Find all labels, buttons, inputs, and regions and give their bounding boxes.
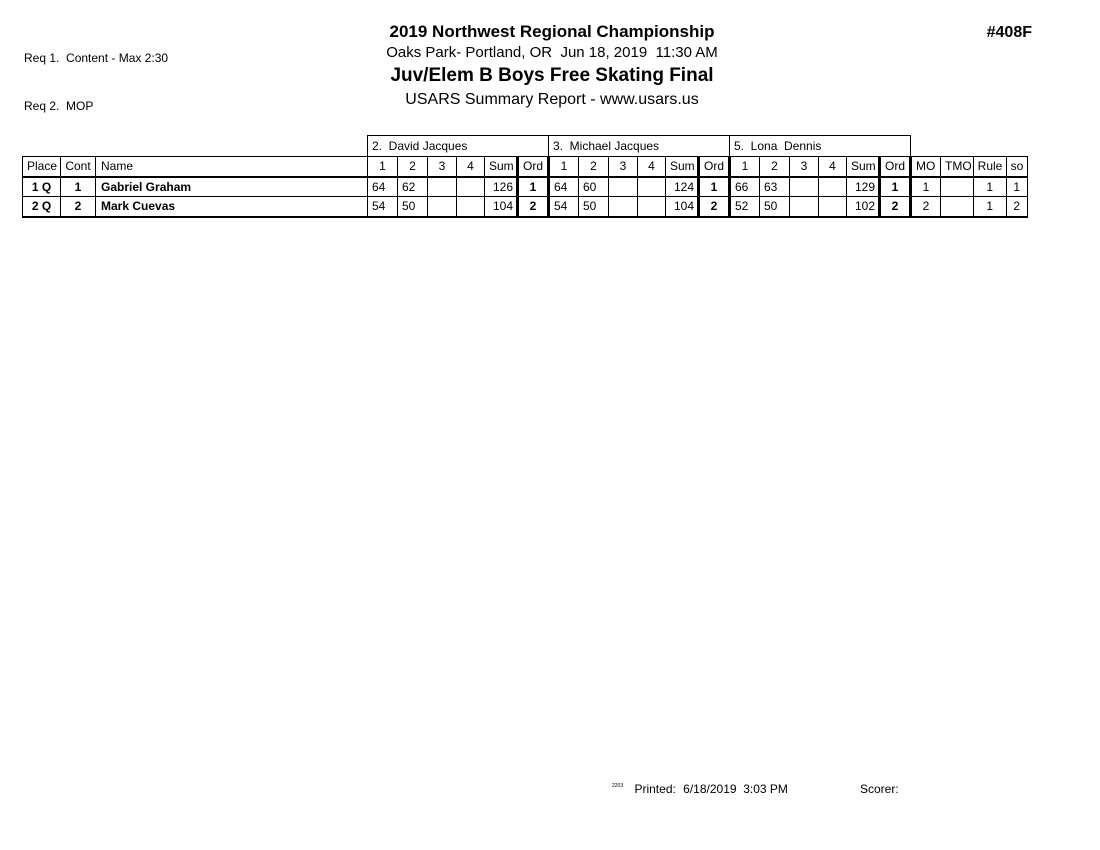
j3-ordinal-cell: 2 <box>880 197 911 217</box>
header-j1-score1: 1 <box>368 157 398 177</box>
header-j1-score4: 4 <box>457 157 485 177</box>
j1-score3-cell <box>428 177 457 197</box>
venue-date-line: Oaks Park- Portland, OR Jun 18, 2019 11:30 AM <box>386 43 718 61</box>
j1-score3-cell <box>428 197 457 217</box>
j3-score3-cell <box>790 177 819 197</box>
result-row-2 <box>23 197 1028 217</box>
tmo-cell <box>941 197 974 217</box>
header-j1-ord: Ord <box>518 157 549 177</box>
so-cell: 2 <box>1006 197 1027 217</box>
results-table <box>22 135 1028 218</box>
requirement-1: Req 1. Content - Max 2:30 <box>24 51 169 65</box>
header-j3-ord: Ord <box>880 157 911 177</box>
judge-row-left-spacer <box>23 136 368 157</box>
skater-name-cell: Mark Cuevas <box>96 197 368 217</box>
header-place: Place <box>23 157 61 177</box>
tmo-cell <box>941 177 974 197</box>
header-j2-sum: Sum <box>666 157 699 177</box>
j3-sum-cell: 129 <box>847 177 880 197</box>
j2-score3-cell <box>609 197 638 217</box>
j2-score1-cell: 64 <box>549 177 579 197</box>
printed-label: Printed: <box>634 782 676 796</box>
header-cont: Cont <box>61 157 96 177</box>
header-tmo: TMO <box>941 157 974 177</box>
j3-sum-cell: 102 <box>847 197 880 217</box>
event-number: #408F <box>986 24 1032 41</box>
header-j2-score4: 4 <box>638 157 666 177</box>
scorer-label: Scorer: <box>860 782 899 796</box>
requirement-2: Req 2. MOP <box>24 99 94 113</box>
j1-score1-cell: 54 <box>368 197 398 217</box>
j1-ordinal-cell: 2 <box>518 197 549 217</box>
print-footer <box>612 782 788 796</box>
j2-ordinal-cell: 1 <box>699 177 730 197</box>
j3-score1-cell: 52 <box>730 197 760 217</box>
j3-ordinal-cell: 1 <box>880 177 911 197</box>
j3-score3-cell <box>790 197 819 217</box>
j2-score4-cell <box>638 197 666 217</box>
j2-score3-cell <box>609 177 638 197</box>
header-j1-score3: 3 <box>428 157 457 177</box>
j2-sum-cell: 104 <box>666 197 699 217</box>
header-j2-score2: 2 <box>579 157 609 177</box>
j1-sum-cell: 126 <box>485 177 518 197</box>
judge-row-right-spacer <box>911 136 1028 157</box>
judge-1-name: 2. David Jacques <box>368 136 549 157</box>
judge-2-name: 3. Michael Jacques <box>549 136 730 157</box>
header-rule: Rule <box>973 157 1006 177</box>
j3-score2-cell: 50 <box>760 197 790 217</box>
place-cell: 1 Q <box>23 177 61 197</box>
j1-score4-cell <box>457 177 485 197</box>
j1-score2-cell: 50 <box>398 197 428 217</box>
j2-score2-cell: 50 <box>579 197 609 217</box>
report-header <box>0 22 1100 109</box>
championship-title: 2019 Northwest Regional Championship <box>389 22 715 41</box>
header-j1-sum: Sum <box>485 157 518 177</box>
j2-score2-cell: 60 <box>579 177 609 197</box>
report-title: USARS Summary Report - www.usars.us <box>405 90 699 108</box>
j1-sum-cell: 104 <box>485 197 518 217</box>
j2-sum-cell: 124 <box>666 177 699 197</box>
header-j2-score1: 1 <box>549 157 579 177</box>
j3-score2-cell: 63 <box>760 177 790 197</box>
header-j3-score1: 1 <box>730 157 760 177</box>
header-j1-score2: 2 <box>398 157 428 177</box>
rule-cell: 1 <box>973 177 1006 197</box>
rule-cell: 1 <box>973 197 1006 217</box>
event-title: Juv/Elem B Boys Free Skating Final <box>390 64 714 86</box>
j2-ordinal-cell: 2 <box>699 197 730 217</box>
j3-score1-cell: 66 <box>730 177 760 197</box>
mo-cell: 1 <box>911 177 941 197</box>
header-j3-score4: 4 <box>819 157 847 177</box>
header-so: so <box>1006 157 1027 177</box>
judge-names-row <box>23 136 1028 157</box>
header-j3-score3: 3 <box>790 157 819 177</box>
results-table-container <box>22 135 1028 218</box>
header-j2-score3: 3 <box>609 157 638 177</box>
so-cell: 1 <box>1006 177 1027 197</box>
j1-ordinal-cell: 1 <box>518 177 549 197</box>
header-j2-ord: Ord <box>699 157 730 177</box>
result-row-1 <box>23 177 1028 197</box>
j2-score1-cell: 54 <box>549 197 579 217</box>
j1-score2-cell: 62 <box>398 177 428 197</box>
header-j3-sum: Sum <box>847 157 880 177</box>
column-header-row <box>23 157 1028 177</box>
contestant-number-cell: 1 <box>61 177 96 197</box>
mo-cell: 2 <box>911 197 941 217</box>
footer-code: 2203 <box>612 783 624 789</box>
printed-timestamp: 6/18/2019 3:03 PM <box>683 782 788 796</box>
j1-score1-cell: 64 <box>368 177 398 197</box>
skater-name-cell: Gabriel Graham <box>96 177 368 197</box>
j2-score4-cell <box>638 177 666 197</box>
header-name: Name <box>96 157 368 177</box>
judge-3-name: 5. Lona Dennis <box>730 136 911 157</box>
place-cell: 2 Q <box>23 197 61 217</box>
j3-score4-cell <box>819 177 847 197</box>
header-j3-score2: 2 <box>760 157 790 177</box>
j3-score4-cell <box>819 197 847 217</box>
j1-score4-cell <box>457 197 485 217</box>
header-mo: MO <box>911 157 941 177</box>
contestant-number-cell: 2 <box>61 197 96 217</box>
